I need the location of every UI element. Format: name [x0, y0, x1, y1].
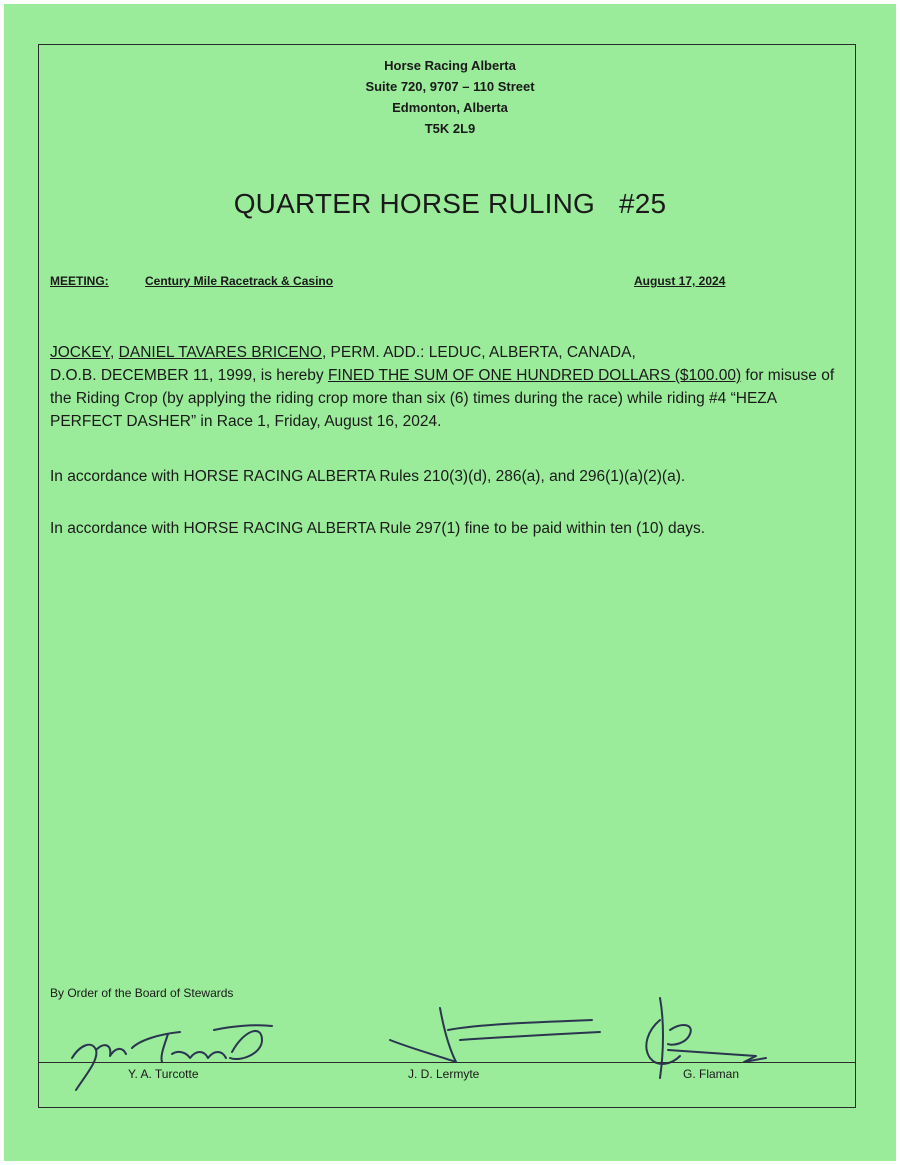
- ruling-separator: ,: [110, 344, 119, 361]
- city-province: Edmonton, Alberta: [392, 100, 508, 115]
- ruling-role: JOCKEY: [50, 344, 111, 361]
- fine-amount: FINED THE SUM OF ONE HUNDRED DOLLARS ($100.00): [327, 367, 742, 384]
- jockey-dob: D.O.B. DECEMBER 11, 1999, is hereby: [50, 367, 328, 384]
- street-address: Suite 720, 9707 – 110 Street: [365, 79, 535, 94]
- meeting-label: MEETING:: [50, 274, 109, 288]
- steward-name-flaman: G. Flaman: [683, 1067, 740, 1081]
- ruling-title: QUARTER HORSE RULING #25: [233, 188, 667, 219]
- steward-name-lermyte: J. D. Lermyte: [408, 1067, 480, 1081]
- rules-paragraph: In accordance with HORSE RACING ALBERTA Rules 210(3)(d), 286(a), and 296(1)(a)(2)(a).: [50, 468, 686, 485]
- order-label: By Order of the Board of Stewards: [50, 986, 234, 1000]
- organization-name: Horse Racing Alberta: [384, 58, 516, 73]
- meeting-date: August 17, 2024: [634, 274, 726, 288]
- postal-code: T5K 2L9: [424, 121, 476, 136]
- letterhead-address: [0, 55, 900, 139]
- jockey-name: DANIEL TAVARES BRICENO: [118, 344, 322, 361]
- steward-name-turcotte: Y. A. Turcotte: [128, 1067, 199, 1081]
- ruling-reason: for misuse of the Riding Crop (by applying the riding crop more than six (6) times during the race) while riding #4 “HEZA PERFECT DASHER” in Race 1, Friday, August 16, 2024.: [50, 367, 835, 430]
- jockey-address: , PERM. ADD.: LEDUC, ALBERTA, CANADA,: [321, 344, 636, 361]
- signature-line: [38, 1062, 856, 1063]
- ruling-paragraph: [50, 341, 850, 433]
- payment-paragraph: In accordance with HORSE RACING ALBERTA Rule 297(1) fine to be paid within ten (10) days.: [50, 520, 706, 537]
- meeting-venue: Century Mile Racetrack & Casino: [145, 274, 334, 288]
